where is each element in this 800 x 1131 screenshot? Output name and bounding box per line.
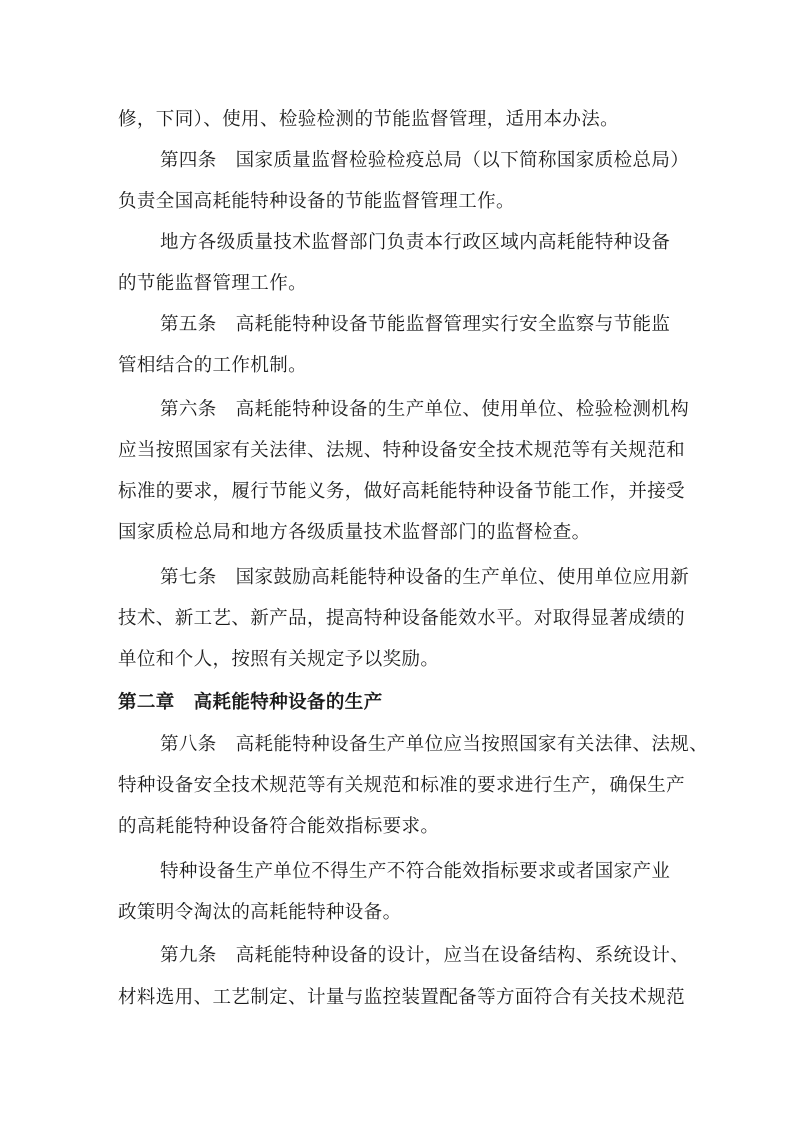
text-line: 管相结合的工作机制。 bbox=[118, 355, 308, 376]
text-line: 政策明令淘汰的高耗能特种设备。 bbox=[118, 902, 402, 923]
article-4-line: 第四条 国家质量监督检验检疫总局（以下简称国家质检总局） bbox=[160, 150, 690, 171]
text-line: 的节能监督管理工作。 bbox=[118, 273, 308, 294]
text-line: 应当按照国家有关法律、法规、特种设备安全技术规范等有关规范和 bbox=[118, 440, 686, 461]
article-6-line: 第六条 高耗能特种设备的生产单位、使用单位、检验检测机构 bbox=[160, 399, 690, 420]
article-8-line: 第八条 高耗能特种设备生产单位应当按照国家有关法律、法规、 bbox=[160, 734, 709, 755]
text-line: 单位和个人，按照有关规定予以奖励。 bbox=[118, 649, 440, 670]
text-line: 标准的要求，履行节能义务，做好高耗能特种设备节能工作，并接受 bbox=[118, 481, 686, 502]
chapter-heading: 第二章 高耗能特种设备的生产 bbox=[118, 692, 383, 713]
article-5-line: 第五条 高耗能特种设备节能监督管理实行安全监察与节能监 bbox=[160, 314, 671, 335]
paragraph-line: 地方各级质量技术监督部门负责本行政区域内高耗能特种设备 bbox=[160, 232, 671, 253]
article-9-line: 第九条 高耗能特种设备的设计，应当在设备结构、系统设计、 bbox=[160, 945, 690, 966]
text-line: 特种设备安全技术规范等有关规范和标准的要求进行生产，确保生产 bbox=[118, 775, 686, 796]
article-7-line: 第七条 国家鼓励高耗能特种设备的生产单位、使用单位应用新 bbox=[160, 567, 690, 588]
text-line: 技术、新工艺、新产品，提高特种设备能效水平。对取得显著成绩的 bbox=[118, 608, 686, 629]
text-line: 修，下同）、使用、检验检测的节能监督管理，适用本办法。 bbox=[118, 109, 620, 130]
text-line: 负责全国高耗能特种设备的节能监督管理工作。 bbox=[118, 191, 515, 212]
paragraph-line: 特种设备生产单位不得生产不符合能效指标要求或者国家产业 bbox=[160, 861, 671, 882]
text-line: 的高耗能特种设备符合能效指标要求。 bbox=[118, 816, 440, 837]
text-line: 材料选用、工艺制定、计量与监控装置配备等方面符合有关技术规范 bbox=[118, 987, 686, 1008]
text-line: 国家质检总局和地方各级质量技术监督部门的监督检查。 bbox=[118, 522, 591, 543]
